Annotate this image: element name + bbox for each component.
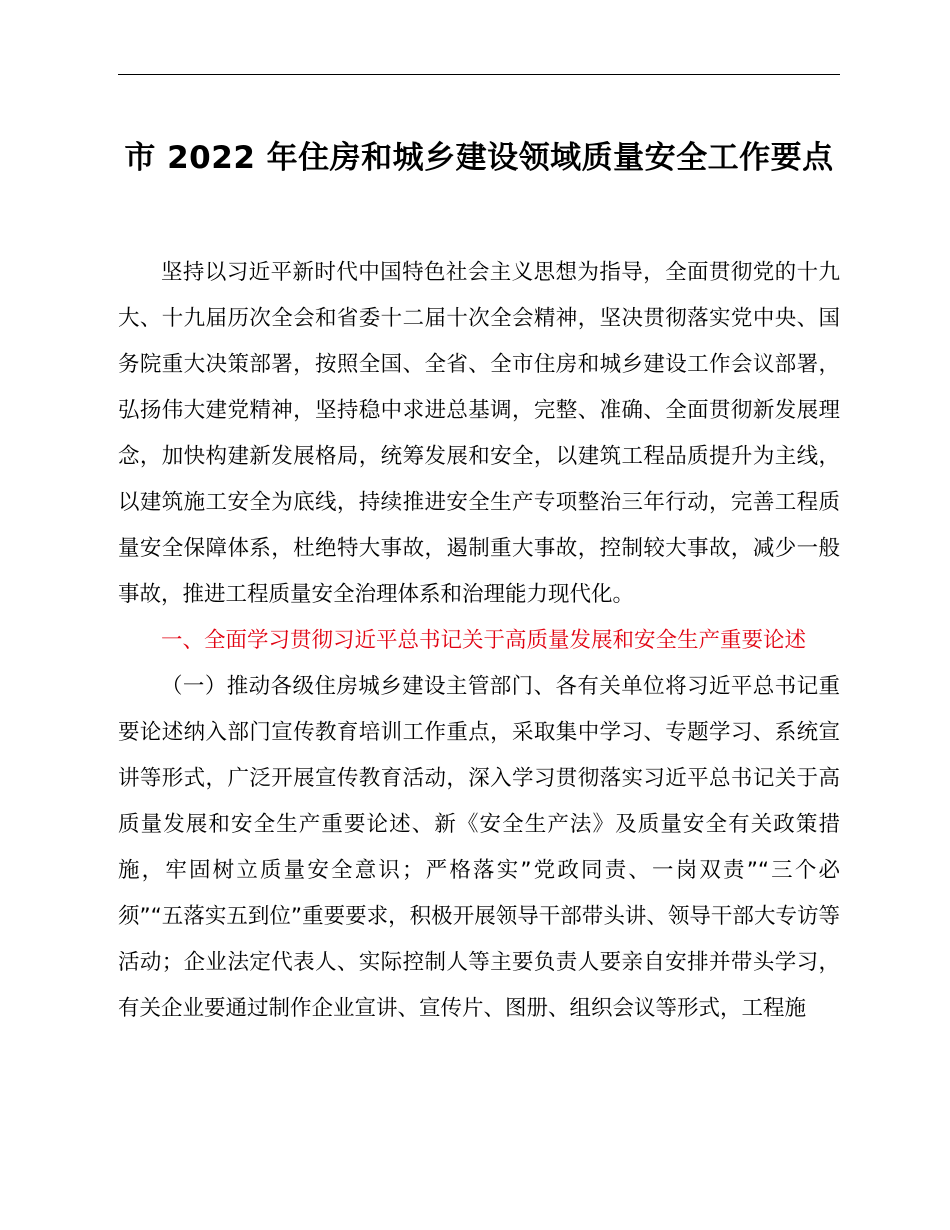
section-paragraph-1: （一）推动各级住房城乡建设主管部门、各有关单位将习近平总书记重要论述纳入部门宣传教育培训工作重点，采取集中学习、专题学习、系统宣讲等形式，广泛开展宣传教育活动，深入学习贯彻落实习近平总书记关于高质量发展和安全生产重要论述、新《安全生产法》及质量安全有关政策措施，牢固树立质量安全意识；严格落实”党政同责、一岗双责”“三个必须”“五落实五到位”重要要求，积极开展领导干部带头讲、领导干部大专访等活动；企业法定代表人、实际控制人等主要负责人要亲自安排并带头学习，有关企业要通过制作企业宣讲、宣传片、图册、组织会议等形式，工程施 [118, 674, 840, 1021]
intro-paragraph: 坚持以习近平新时代中国特色社会主义思想为指导，全面贯彻党的十九大、十九届历次全会和省委十二届十次全会精神，坚决贯彻落实党中央、国务院重大决策部署，按照全国、全省、全市住房和城乡建设工作会议部署，弘扬伟大建党精神，坚持稳中求进总基调，完整、准确、全面贯彻新发展理念，加快构建新发展格局，统筹发展和安全，以建筑工程品质提升为主线，以建筑施工安全为底线，持续推进安全生产专项整治三年行动，完善工程质量安全保障体系，杜绝特大事故，遏制重大事故，控制较大事故，减少一般事故，推进工程质量安全治理体系和治理能力现代化。 [118, 260, 840, 607]
document-body [118, 250, 840, 1032]
document-title: 市 2022 年住房和城乡建设领域质量安全工作要点 [124, 140, 834, 176]
section-heading-1: 一、全面学习贯彻习近平总书记关于高质量发展和安全生产重要论述 [161, 628, 807, 653]
header-rule [118, 74, 840, 75]
